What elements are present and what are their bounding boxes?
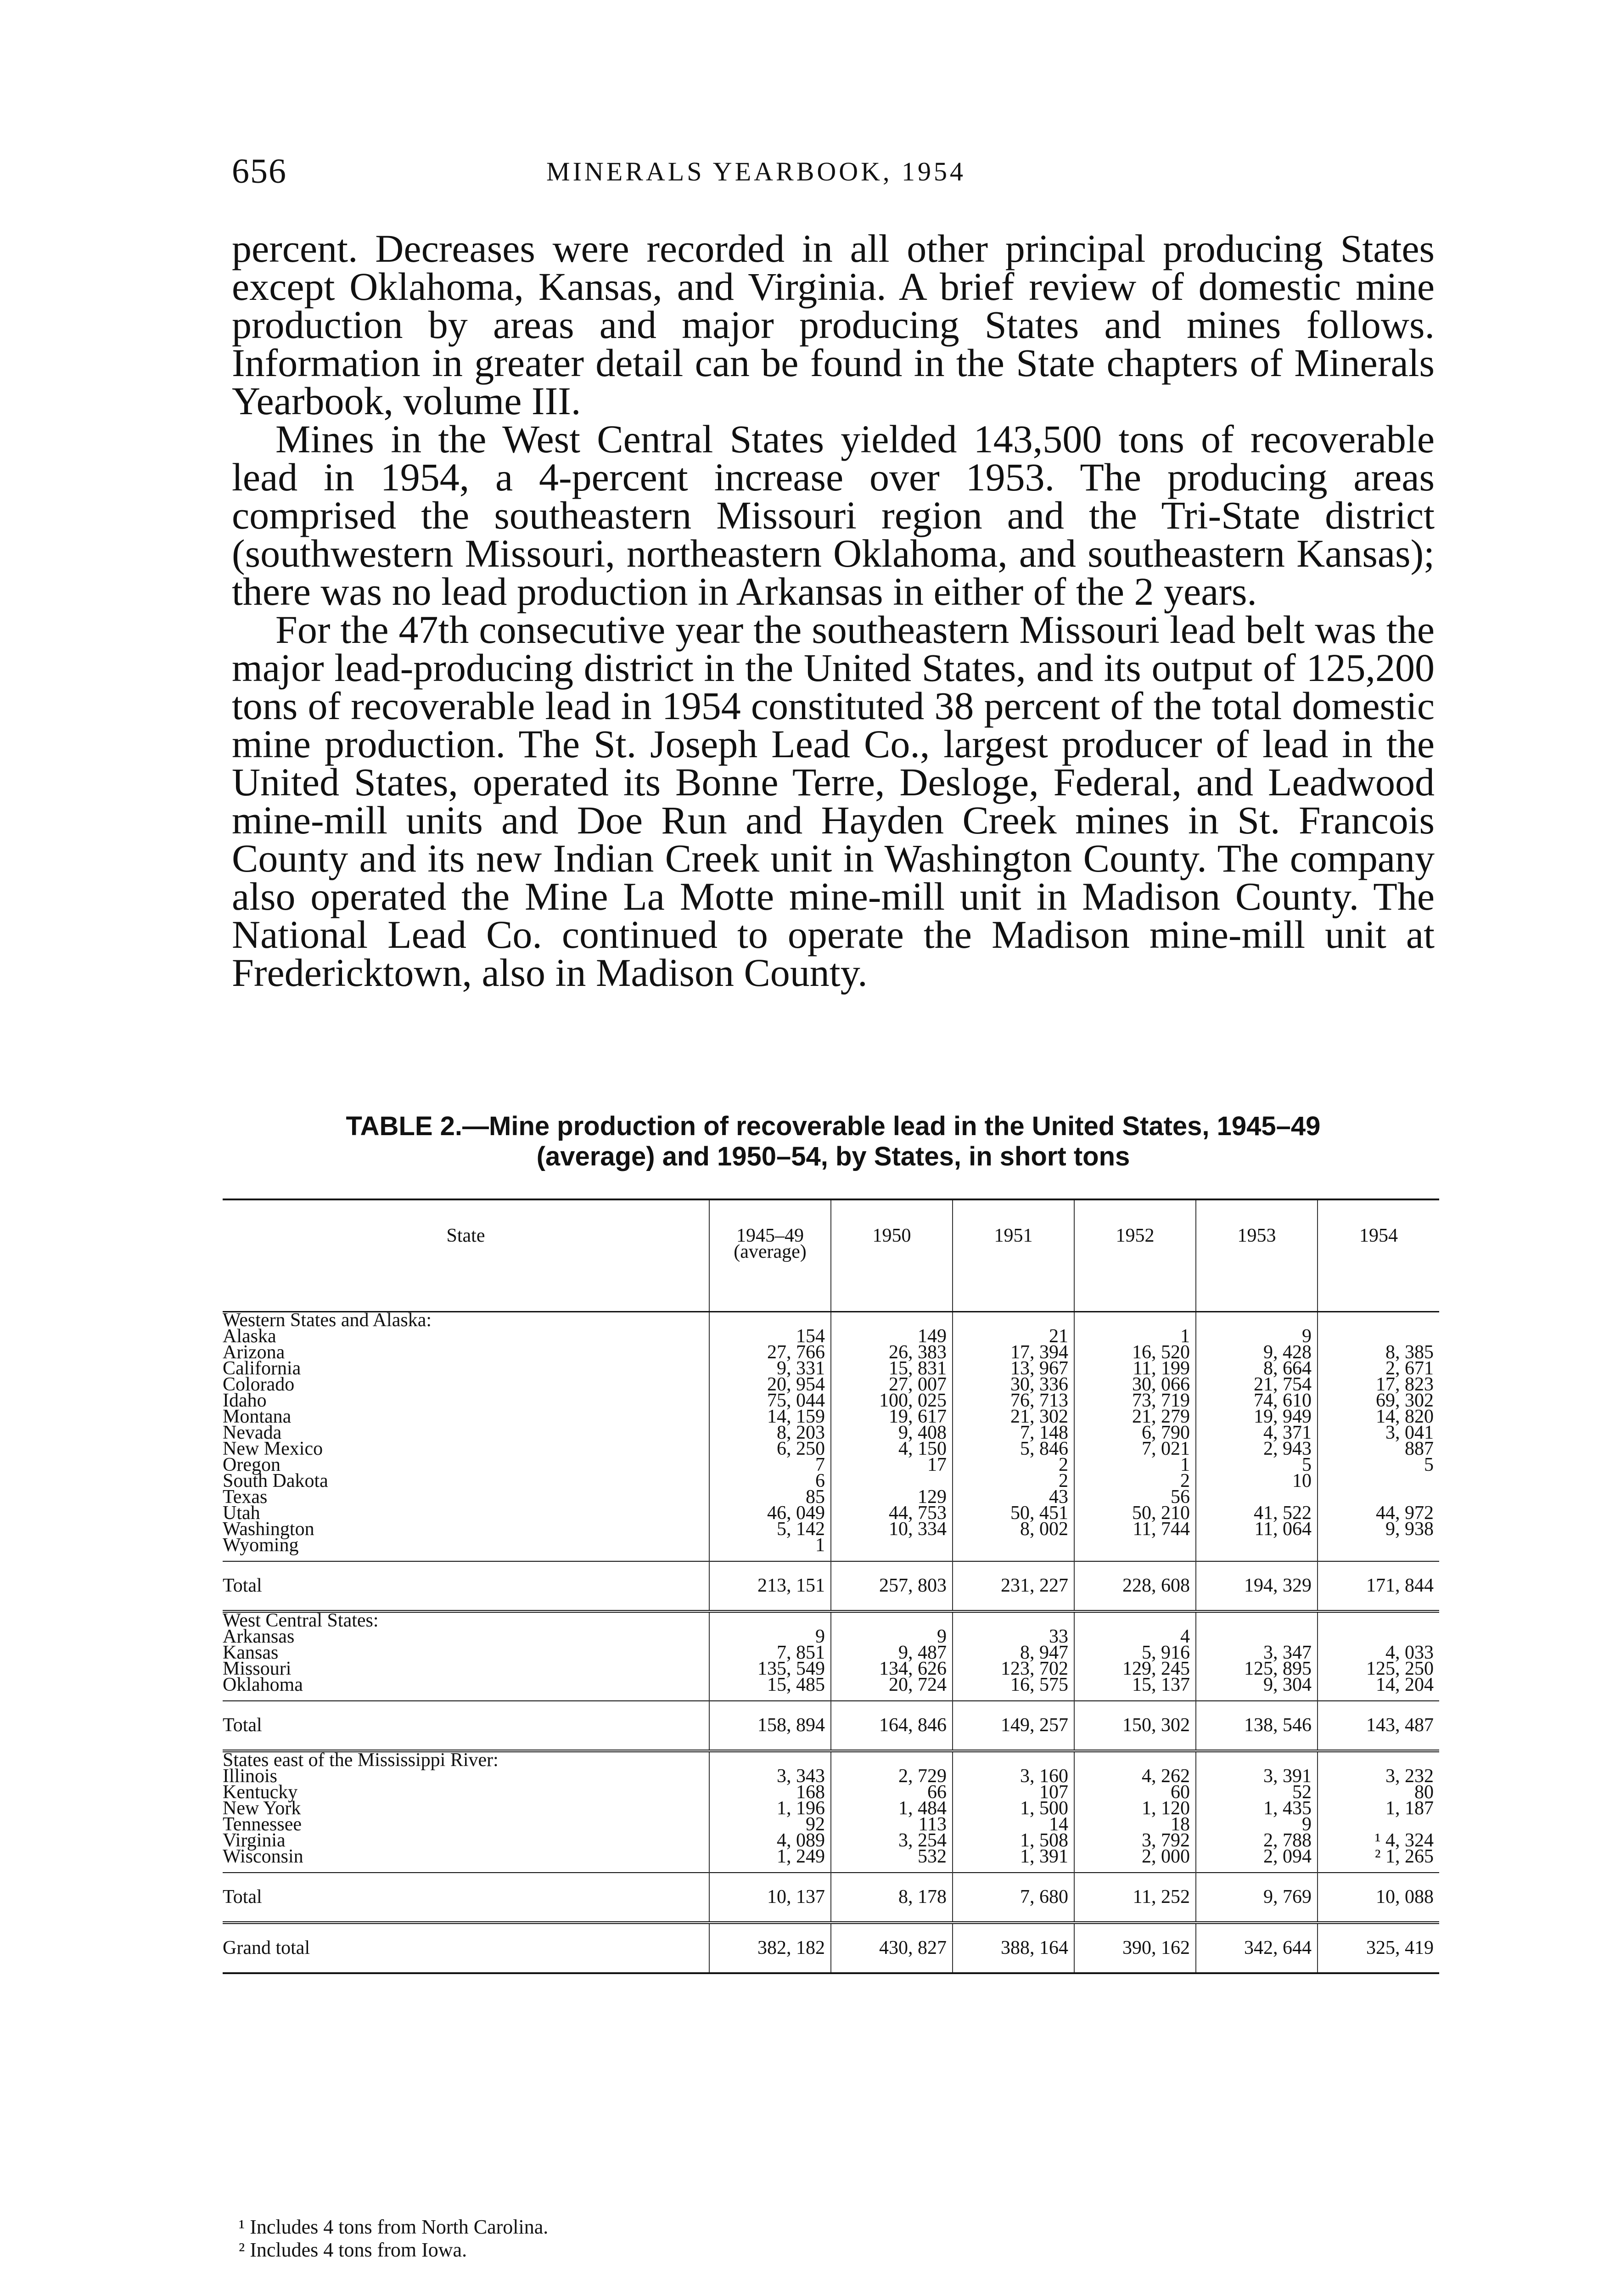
column-header: State [223, 1199, 709, 1312]
table-cell: 8, 664 [1196, 1361, 1318, 1377]
table-cell: 5, 916 [1074, 1645, 1196, 1661]
table-cell [953, 1537, 1074, 1553]
table-cell: 21, 279 [1074, 1409, 1196, 1425]
table-cell: 1, 120 [1074, 1801, 1196, 1817]
table-cell: 17, 394 [953, 1345, 1074, 1361]
table-cell: 15, 831 [831, 1361, 953, 1377]
table-cell: 44, 972 [1318, 1505, 1439, 1521]
table-caption-line-1: TABLE 2.—Mine production of recoverable lead in the United States, 1945–49 [346, 1111, 1321, 1141]
table-cell: 74, 610 [1196, 1393, 1318, 1409]
table-row [223, 1817, 1439, 1833]
table-cell: 125, 250 [1318, 1661, 1439, 1677]
row-label: Virginia [223, 1830, 286, 1851]
table-row [223, 1784, 1439, 1801]
table-cell: 228, 608 [1074, 1561, 1196, 1611]
table-cell: 8, 178 [831, 1873, 953, 1923]
table-cell: 2 [1074, 1473, 1196, 1489]
table-row [223, 1768, 1439, 1784]
table-cell: 66 [831, 1784, 953, 1801]
table-cell: 9 [831, 1629, 953, 1645]
table-cell: 30, 066 [1074, 1377, 1196, 1393]
table-cell: 2 [953, 1473, 1074, 1489]
table-cell: 14, 820 [1318, 1409, 1439, 1425]
column-header: 1952 [1074, 1199, 1196, 1312]
table-cell: 1, 187 [1318, 1801, 1439, 1817]
table-cell: 2, 788 [1196, 1833, 1318, 1849]
table-cell: 1, 196 [709, 1801, 831, 1817]
row-label: New Mexico [223, 1438, 323, 1459]
table-cell: 85 [709, 1489, 831, 1505]
table-row [223, 1849, 1439, 1865]
table-cell: 129, 245 [1074, 1661, 1196, 1677]
table-cell: 14, 204 [1318, 1677, 1439, 1693]
footnote: ² Includes 4 tons from Iowa. [239, 2239, 467, 2261]
paragraph-2: Mines in the West Central States yielded 143,500 tons of recoverable lead in 1954, a 4-percent increase over 1953. The producing areas comprised the southeastern Missouri region and the Tri-State district (southwestern Missouri, northeastern Oklahoma, and southeastern Kansas); there was no lead production in Arkansas in either of the 2 years. [232, 417, 1435, 613]
table-cell: 138, 546 [1196, 1701, 1318, 1751]
table-cell: ¹ 4, 324 [1318, 1833, 1439, 1849]
section-title: Western States and Alaska: [223, 1310, 432, 1331]
table-cell: 15, 137 [1074, 1677, 1196, 1693]
section-title: States east of the Mississippi River: [223, 1750, 499, 1771]
table-cell: 257, 803 [831, 1561, 953, 1611]
table-cell: 3, 347 [1196, 1645, 1318, 1661]
table-cell: 11, 199 [1074, 1361, 1196, 1377]
table-cell: 7, 148 [953, 1425, 1074, 1441]
table-row [223, 1677, 1439, 1693]
table-cell: 26, 383 [831, 1345, 953, 1361]
table-cell: 5 [1318, 1457, 1439, 1473]
table-cell: 2, 000 [1074, 1849, 1196, 1865]
table-cell: 150, 302 [1074, 1701, 1196, 1751]
table-cell [1196, 1537, 1318, 1553]
table-cell: 41, 522 [1196, 1505, 1318, 1521]
page-header [232, 152, 1435, 193]
table-cell: 2, 729 [831, 1768, 953, 1784]
table-cell: 73, 719 [1074, 1393, 1196, 1409]
table-row [223, 1833, 1439, 1849]
table-cell: 14, 159 [709, 1409, 831, 1425]
table-cell: 19, 949 [1196, 1409, 1318, 1425]
section-heading-row [223, 1611, 1439, 1629]
paragraph-3: For the 47th consecutive year the southeastern Missouri lead belt was the major lead-producing district in the United States, and its output of 125,200 tons of recoverable lead in 1954 constituted 38 percent of the total domestic mine production. The St. Joseph Lead Co., largest producer of lead in the United States, operated its Bonne Terre, Desloge, Federal, and Leadwood mine-mill units and Doe Run and Hayden Creek mines in St. Francois County and its new Indian Creek unit in Washington County. The company also operated the Mine La Motte mine-mill unit in Madison County. The National Lead Co. continued to operate the Madison mine-mill unit at Fredericktown, also in Madison County. [232, 608, 1435, 995]
table-cell: 21 [953, 1328, 1074, 1345]
footnote: ¹ Includes 4 tons from North Carolina. [239, 2216, 549, 2238]
total-row [223, 1701, 1439, 1751]
table-cell: 129 [831, 1489, 953, 1505]
table-cell: 7, 851 [709, 1645, 831, 1661]
section-heading-row [223, 1312, 1439, 1329]
column-header: 1953 [1196, 1199, 1318, 1312]
table-cell: 15, 485 [709, 1677, 831, 1693]
column-header: 1951 [953, 1199, 1074, 1312]
table-cell: 4, 262 [1074, 1768, 1196, 1784]
table-cell [1074, 1312, 1196, 1329]
row-label: Illinois [223, 1766, 278, 1787]
table-row [223, 1328, 1439, 1345]
table-cell: 9 [1196, 1328, 1318, 1345]
section-title: West Central States: [223, 1610, 379, 1631]
table-cell: 154 [709, 1328, 831, 1345]
table-row [223, 1801, 1439, 1817]
table-cell: 17 [831, 1457, 953, 1473]
table-cell: 3, 041 [1318, 1425, 1439, 1441]
row-label: Oklahoma [223, 1674, 303, 1695]
table-cell: 16, 520 [1074, 1345, 1196, 1361]
row-label: Idaho [223, 1390, 267, 1411]
table-cell: 1 [709, 1537, 831, 1553]
table-cell [1196, 1312, 1318, 1329]
table-cell: 7, 021 [1074, 1441, 1196, 1457]
table-row [223, 1537, 1439, 1553]
table-cell: 69, 302 [1318, 1393, 1439, 1409]
table-cell: 6 [709, 1473, 831, 1489]
row-label: Total [223, 1873, 709, 1923]
table-cell: 8, 947 [953, 1645, 1074, 1661]
page-number: 656 [232, 152, 287, 191]
table-cell: 1 [1074, 1328, 1196, 1345]
table-cell [1318, 1537, 1439, 1553]
table-cell [831, 1611, 953, 1629]
table-cell: 6, 790 [1074, 1425, 1196, 1441]
table-cell: 107 [953, 1784, 1074, 1801]
row-label: Nevada [223, 1422, 282, 1443]
table-cell: 9, 304 [1196, 1677, 1318, 1693]
table-cell: 21, 302 [953, 1409, 1074, 1425]
table-cell: 134, 626 [831, 1661, 953, 1677]
row-label: Wisconsin [223, 1846, 303, 1867]
table-cell: 149, 257 [953, 1701, 1074, 1751]
table-cell: 50, 210 [1074, 1505, 1196, 1521]
table-cell: 5, 142 [709, 1521, 831, 1537]
table-cell: 149 [831, 1328, 953, 1345]
table-cell: 19, 617 [831, 1409, 953, 1425]
row-label: Kansas [223, 1642, 279, 1663]
row-label: Oregon [223, 1454, 280, 1475]
table-cell [1196, 1611, 1318, 1629]
row-label: Total [223, 1561, 709, 1611]
table-cell: 27, 766 [709, 1345, 831, 1361]
row-label: Washington [223, 1519, 314, 1540]
table-cell [709, 1611, 831, 1629]
table-row [223, 1629, 1439, 1645]
table-cell: 325, 419 [1318, 1923, 1439, 1973]
table-cell: 1, 500 [953, 1801, 1074, 1817]
column-header: 1945–49 (average) [709, 1199, 831, 1312]
table-cell: 430, 827 [831, 1923, 953, 1973]
table-cell: 9 [1196, 1817, 1318, 1833]
body-text [232, 226, 1435, 995]
table-cell: 123, 702 [953, 1661, 1074, 1677]
section-heading-row [223, 1751, 1439, 1768]
row-label: Alaska [223, 1326, 276, 1347]
table-cell [1318, 1473, 1439, 1489]
table-cell: 2, 094 [1196, 1849, 1318, 1865]
table-cell: 1, 508 [953, 1833, 1074, 1849]
row-label: Montana [223, 1406, 292, 1427]
table-cell: 3, 792 [1074, 1833, 1196, 1849]
table-cell: 9, 331 [709, 1361, 831, 1377]
table-cell: 143, 487 [1318, 1701, 1439, 1751]
table-cell: 10, 334 [831, 1521, 953, 1537]
table-cell: 113 [831, 1817, 953, 1833]
table-cell [831, 1537, 953, 1553]
table-cell: 4, 089 [709, 1833, 831, 1849]
table-cell: 158, 894 [709, 1701, 831, 1751]
table-cell [1318, 1312, 1439, 1329]
table-cell: 9, 408 [831, 1425, 953, 1441]
row-label: Tennessee [223, 1814, 302, 1835]
table-row [223, 1661, 1439, 1677]
table-cell: 9, 769 [1196, 1873, 1318, 1923]
table-cell: 100, 025 [831, 1393, 953, 1409]
table-cell: 10, 137 [709, 1873, 831, 1923]
table-cell: 9, 428 [1196, 1345, 1318, 1361]
table-cell: 388, 164 [953, 1923, 1074, 1973]
table-cell: 3, 160 [953, 1768, 1074, 1784]
row-label: Utah [223, 1503, 260, 1524]
table-cell: 887 [1318, 1441, 1439, 1457]
table-cell [1318, 1611, 1439, 1629]
table-cell: 9, 938 [1318, 1521, 1439, 1537]
table-cell: 56 [1074, 1489, 1196, 1505]
table-cell [1074, 1611, 1196, 1629]
table-cell: 9 [709, 1629, 831, 1645]
table-body [223, 1312, 1439, 1974]
table-cell: 8, 002 [953, 1521, 1074, 1537]
table-cell: 80 [1318, 1784, 1439, 1801]
table-cell: 4, 033 [1318, 1645, 1439, 1661]
table-cell: 17, 823 [1318, 1377, 1439, 1393]
table-cell: 231, 227 [953, 1561, 1074, 1611]
table-row [223, 1457, 1439, 1473]
row-label: South Dakota [223, 1470, 328, 1491]
table-cell: 8, 385 [1318, 1345, 1439, 1361]
table-cell: 8, 203 [709, 1425, 831, 1441]
table-cell: 3, 391 [1196, 1768, 1318, 1784]
table-row [223, 1441, 1439, 1457]
table-header-row [223, 1199, 1439, 1312]
footnotes [239, 2216, 1432, 2262]
column-header: 1954 [1318, 1199, 1439, 1312]
table-cell: 44, 753 [831, 1505, 953, 1521]
table-caption-line-2: (average) and 1950–54, by States, in short tons [536, 1142, 1130, 1171]
table-cell: 342, 644 [1196, 1923, 1318, 1973]
table-cell: 76, 713 [953, 1393, 1074, 1409]
table-cell: 1, 435 [1196, 1801, 1318, 1817]
table-cell: 9, 487 [831, 1645, 953, 1661]
table-cell: 11, 744 [1074, 1521, 1196, 1537]
lead-production-table [223, 1199, 1439, 1974]
table-cell: 20, 954 [709, 1377, 831, 1393]
table-cell: 6, 250 [709, 1441, 831, 1457]
table-row [223, 1473, 1439, 1489]
table-row [223, 1409, 1439, 1425]
table-cell: 3, 254 [831, 1833, 953, 1849]
row-label: California [223, 1358, 301, 1379]
table-cell: 2, 671 [1318, 1361, 1439, 1377]
table-cell: 46, 049 [709, 1505, 831, 1521]
table-row [223, 1345, 1439, 1361]
table-cell: 52 [1196, 1784, 1318, 1801]
row-label: Colorado [223, 1374, 295, 1395]
row-label: Wyoming [223, 1535, 299, 1556]
table-row [223, 1425, 1439, 1441]
table-cell: 18 [1074, 1817, 1196, 1833]
table-cell: 7, 680 [953, 1873, 1074, 1923]
table-row [223, 1521, 1439, 1537]
table-cell: 11, 064 [1196, 1521, 1318, 1537]
table-caption [232, 1111, 1435, 1172]
row-label: Kentucky [223, 1782, 298, 1803]
table-cell: 50, 451 [953, 1505, 1074, 1521]
table-cell: 194, 329 [1196, 1561, 1318, 1611]
row-label: New York [223, 1798, 301, 1819]
table-cell: 2 [953, 1457, 1074, 1473]
table-cell: 7 [709, 1457, 831, 1473]
table-cell: 2, 943 [1196, 1441, 1318, 1457]
row-label: Total [223, 1701, 709, 1751]
table-cell: 171, 844 [1318, 1561, 1439, 1611]
row-label: Grand total [223, 1923, 709, 1973]
table-cell: 5 [1196, 1457, 1318, 1473]
table-cell: 92 [709, 1817, 831, 1833]
table-cell: 532 [831, 1849, 953, 1865]
table-cell: 135, 549 [709, 1661, 831, 1677]
table-cell: 30, 336 [953, 1377, 1074, 1393]
table-cell: 21, 754 [1196, 1377, 1318, 1393]
row-label: Missouri [223, 1658, 292, 1679]
table-cell: 1, 484 [831, 1801, 953, 1817]
table-cell: 4 [1074, 1629, 1196, 1645]
table-cell: 213, 151 [709, 1561, 831, 1611]
table-cell: 75, 044 [709, 1393, 831, 1409]
row-label: Arizona [223, 1342, 285, 1363]
table-cell: 10 [1196, 1473, 1318, 1489]
table-cell: 168 [709, 1784, 831, 1801]
table-cell: 14 [953, 1817, 1074, 1833]
table-cell: 164, 846 [831, 1701, 953, 1751]
table-cell: 10, 088 [1318, 1873, 1439, 1923]
table-cell: 1 [1074, 1457, 1196, 1473]
table-cell: 382, 182 [709, 1923, 831, 1973]
table-cell: 1, 391 [953, 1849, 1074, 1865]
table-cell: ² 1, 265 [1318, 1849, 1439, 1865]
table-cell: 11, 252 [1074, 1873, 1196, 1923]
table-cell: 16, 575 [953, 1677, 1074, 1693]
table-cell: 4, 371 [1196, 1425, 1318, 1441]
table-cell: 60 [1074, 1784, 1196, 1801]
total-row [223, 1561, 1439, 1611]
table-cell: 20, 724 [831, 1677, 953, 1693]
total-row [223, 1873, 1439, 1923]
table-cell: 125, 895 [1196, 1661, 1318, 1677]
table-cell: 390, 162 [1074, 1923, 1196, 1973]
table-cell: 27, 007 [831, 1377, 953, 1393]
column-header: 1950 [831, 1199, 953, 1312]
paragraph-1: percent. Decreases were recorded in all other principal producing States except Oklahoma, Kansas, and Virginia. A brief review of domestic mine production by areas and major producing States and mines follows. Information in greater detail can be found in the State chapters of Minerals Yearbook, volume III. [232, 226, 1435, 423]
table-cell: 13, 967 [953, 1361, 1074, 1377]
table-cell: 1, 249 [709, 1849, 831, 1865]
running-title: MINERALS YEARBOOK, 1954 [546, 157, 966, 186]
table-cell: 3, 343 [709, 1768, 831, 1784]
table-cell [1074, 1537, 1196, 1553]
row-label: Arkansas [223, 1626, 295, 1647]
table-cell: 33 [953, 1629, 1074, 1645]
table-cell: 5, 846 [953, 1441, 1074, 1457]
table-cell: 43 [953, 1489, 1074, 1505]
table-cell: 4, 150 [831, 1441, 953, 1457]
row-label: Texas [223, 1486, 268, 1508]
table-cell: 3, 232 [1318, 1768, 1439, 1784]
grand-total-row [223, 1923, 1439, 1973]
